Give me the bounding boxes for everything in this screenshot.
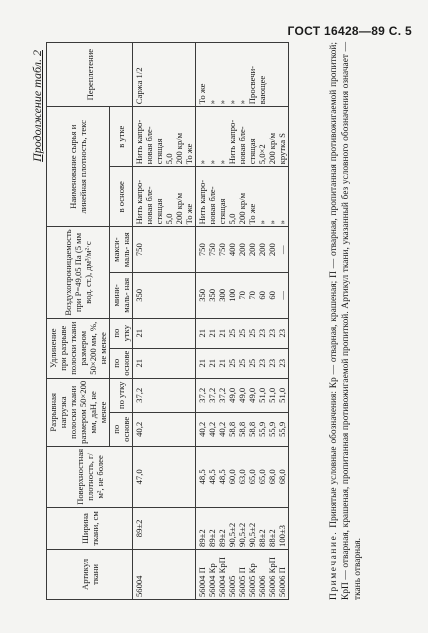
cell-yarn-warp: Нить капро- новая бле- стящая 5,0 200 кр/м То же » » »: [196, 167, 289, 227]
table-row: [133, 43, 196, 600]
col-header-yarn: Наименование сырья и линейная плотность, текс: [47, 107, 110, 227]
subheader-elong-warp: по основе: [110, 348, 133, 378]
cell-air-max: 750: [133, 227, 196, 273]
cell-break-warp: 40,2 40,2 40,2 58,8 58,8 58,8 55,9 55,9 55,9: [196, 412, 289, 446]
cell-yarn-weft: Нить капро- новая бле- стящая 5,0 200 кр/м То же: [133, 107, 196, 167]
cell-yarn-warp: Нить капро- новая бле- стящая 5,0 200 кр/м То же: [133, 167, 196, 227]
cell-elong-weft: 21 21 21 25 25 25 23 23 23: [196, 318, 289, 348]
cell-elong-weft: 21: [133, 318, 196, 348]
continuation-label: Продолжение табл. 2: [30, 50, 44, 162]
cell-yarn-weft: » » » Нить капро- новая бле- стящая 5,0×2 200 кр/м крутка S: [196, 107, 289, 167]
notes-text: Принятые условные обозначения: Кр — отварная, крашеная; П — отварная, пропитанная противожигаемой пропиткой; КрП — отварная, крашеная, пропитанная противожигаемой пропиткой. Артикул ткани, указанный без условного обозначения означает — ткань отварная.: [329, 42, 363, 600]
table-row: [196, 43, 289, 600]
subheader-air-min: мини- маль- ная: [110, 273, 133, 319]
cell-weave: Саржа 1/2: [133, 43, 196, 107]
cell-break-warp: 40,2: [133, 412, 196, 446]
fabric-spec-table: [46, 42, 289, 600]
col-header-article: Артикул ткани: [47, 549, 133, 599]
cell-weave: То же » » » » Просвечи- вающее: [196, 43, 289, 107]
subheader-yarn-warp: в основе: [110, 167, 133, 227]
col-header-width: Ширина ткани, см: [47, 507, 133, 549]
cell-air-max: 750 750 750 400 200 200 200 200 —: [196, 227, 289, 273]
cell-elong-warp: 21 21 21 25 25 25 23 23 23: [196, 348, 289, 378]
cell-width: 89±2: [133, 507, 196, 549]
col-header-breaking-load: Разрывная нагрузка полоски ткани размером 50×200 мм, даН, не менее: [47, 378, 110, 446]
col-header-air-permeability: Воздухопроницаемость при P=49,05 Па (5 мм вод. ст.), дм³/м²·с: [47, 227, 110, 318]
cell-density: 47,0: [133, 446, 196, 507]
table-notes: [328, 42, 364, 600]
subheader-yarn-weft: в утке: [110, 107, 133, 167]
subheader-elong-weft: по утку: [110, 318, 133, 348]
notes-label: Примечание.: [329, 530, 339, 600]
cell-air-min: 350 350 300 100 70 70 60 60 —: [196, 273, 289, 319]
cell-article: 56004: [133, 549, 196, 599]
subheader-break-weft: по утку: [110, 378, 133, 412]
page-header: ГОСТ 16428—89 С. 5: [287, 24, 412, 38]
cell-width: 89±2 89±2 89±2 90,5±2 90,5±2 90,5±2 88±2 88±2 100±3: [196, 507, 289, 549]
cell-article: 56004 П 56004 Кр 56004 КрП 56005 56005 П 56005 Кр 56006 56006 КрП 56006 П: [196, 549, 289, 599]
cell-break-weft: 37,2: [133, 378, 196, 412]
rotated-page-content: [30, 42, 390, 600]
subheader-air-max: макси- маль- ная: [110, 227, 133, 273]
cell-elong-warp: 21: [133, 348, 196, 378]
cell-air-min: 350: [133, 273, 196, 319]
col-header-weave: Переплетение: [47, 43, 133, 107]
cell-density: 48,5 48,5 48,5 60,0 63,0 65,0 65,0 68,0 68,0: [196, 446, 289, 507]
col-header-density: Поверхностная плотность, г/м², не более: [47, 446, 133, 507]
cell-break-weft: 37,2 37,2 37,2 49,0 49,0 49,0 51,0 51,0 51,0: [196, 378, 289, 412]
col-header-elongation: Удлинение при разрыве полоски ткани размером 50×200 мм, %, не менее: [47, 318, 110, 378]
subheader-break-warp: по основе: [110, 412, 133, 446]
